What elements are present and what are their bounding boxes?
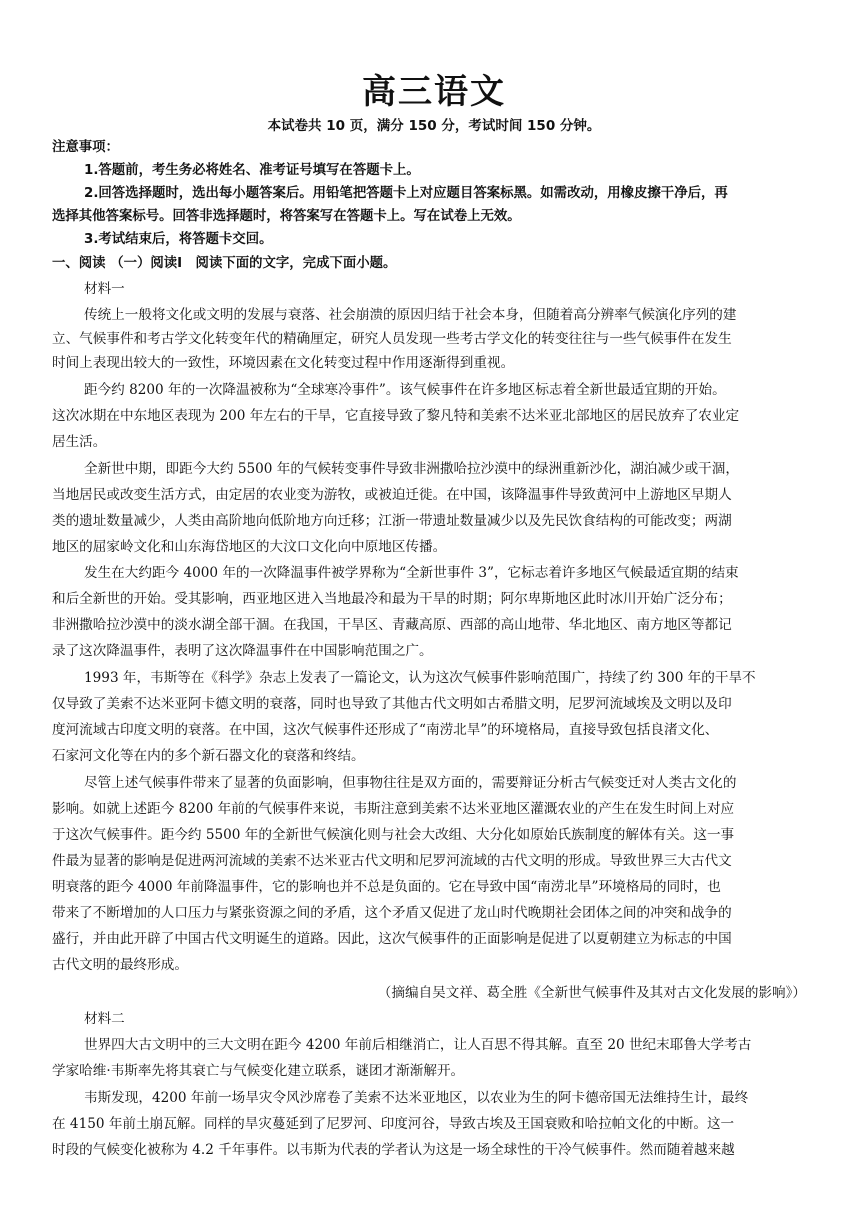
note-item: 3.考试结束后，将答题卡交回。 <box>84 232 273 247</box>
paragraph-line: 当地居民或改变生活方式，由定居的农业变为游牧，或被迫迁徙。在中国，该降温事件导致黄河中上游地区早期人 <box>52 487 732 503</box>
paragraph-line: 非洲撒哈拉沙漠中的淡水湖全部干涸。在我国，干旱区、青藏高原、西部的高山地带、华北地区、南方地区等都记 <box>52 617 732 633</box>
paragraph-line: 明衰落的距今 4000 年前降温事件，它的影响也并不总是负面的。它在导致中国“南涝北旱”环境格局的同时，也 <box>52 879 721 895</box>
paragraph-line: 学家哈维·韦斯率先将其衰亡与气候变化建立联系，谜团才渐渐解开。 <box>52 1063 465 1079</box>
material-label: 材料一 <box>84 281 125 297</box>
paragraph-line: 于这次气候事件。距今约 5500 年的全新世气候演化则与社会大改组、大分化如原始氏族制度的解体有关。这一事 <box>52 827 735 843</box>
paragraph-line: 立、气候事件和考古学文化转变年代的精确厘定，研究人员发现一些考古学文化的转变往往与一些气候事件在发生 <box>52 331 732 347</box>
paragraph-line: 影响。如就上述距今 8200 年前的气候事件来说，韦斯注意到美索不达米亚地区灌溉农业的产生在发生时间上对应 <box>52 801 735 817</box>
paragraph-line: 时段的气候变化被称为 4.2 千年事件。以韦斯为代表的学者认为这是一场全球性的干冷气候事件。然而随着越来越 <box>52 1142 735 1158</box>
paragraph-line: 传统上一般将文化或文明的发展与衰落、社会崩溃的原因归结于社会本身，但随着高分辨率气候演化序列的建 <box>84 307 737 323</box>
paragraph-line: 类的遗址数量减少，人类由高阶地向低阶地方向迁移；江浙一带遗址数量减少以及先民饮食结构的可能改变；两湖 <box>52 513 732 529</box>
note-item: 选择其他答案标号。回答非选择题时，将答案写在答题卡上。写在试卷上无效。 <box>52 209 521 224</box>
paragraph-line: 和后全新世的开始。受其影响，西亚地区进入当地最冷和最为干旱的时期；阿尔卑斯地区此时冰川开始广泛分布； <box>52 591 732 607</box>
paragraph-line: 这次冰期在中东地区表现为 200 年左右的干旱，它直接导致了黎凡特和美索不达米亚北部地区的居民放弃了农业定 <box>52 408 740 424</box>
section-heading: 一、阅读 （一）阅读Ⅰ 阅读下面的文字，完成下面小题。 <box>52 256 397 271</box>
paragraph-line: 距今约 8200 年的一次降温被称为“全球寒冷事件”。该气候事件在许多地区标志着全新世最适宜期的开始。 <box>84 382 726 398</box>
paragraph-line: 发生在大约距今 4000 年的一次降温事件被学界称为“全新世事件 3”，它标志着许多地区气候最适宜期的结束 <box>84 565 739 581</box>
paragraph-line: 古代文明的最终形成。 <box>52 957 188 973</box>
source-citation: （摘编自吴文祥、葛全胜《全新世气候事件及其对古文化发展的影响》） <box>377 985 806 1001</box>
material-label: 材料二 <box>84 1011 125 1027</box>
paragraph-line: 尽管上述气候事件带来了显著的负面影响，但事物往往是双方面的，需要辩证分析古气候变迁对人类古文化的 <box>84 775 737 791</box>
paragraph-line: 盛行，并由此开辟了中国古代文明诞生的道路。因此，这次气候事件的正面影响是促进了以夏朝建立为标志的中国 <box>52 931 732 947</box>
note-item: 1.答题前，考生务必将姓名、准考证号填写在答题卡上。 <box>84 163 420 178</box>
paragraph-line: 1993 年，韦斯等在《科学》杂志上发表了一篇论文，认为这次气候事件影响范围广，持续了约 300 年的干旱不 <box>84 670 756 686</box>
paragraph-line: 在 4150 年前土崩瓦解。同样的旱灾蔓延到了尼罗河、印度河谷，导致古埃及王国衰败和哈拉帕文化的中断。这一 <box>52 1116 735 1132</box>
paragraph-line: 度河流域古印度文明的衰落。在中国，这次气候事件还形成了“南涝北旱”的环境格局，直接导致包括良渚文化、 <box>52 722 719 738</box>
paragraph-line: 仅导致了美索不达米亚阿卡德文明的衰落，同时也导致了其他古代文明如古希腊文明，尼罗河流域埃及文明以及印 <box>52 696 732 712</box>
paragraph-line: 件最为显著的影响是促进两河流域的美索不达米亚古代文明和尼罗河流域的古代文明的形成。导致世界三大古代文 <box>52 853 732 869</box>
paragraph-line: 韦斯发现，4200 年前一场旱灾令风沙席卷了美索不达米亚地区，以农业为生的阿卡德帝国无法维持生计，最终 <box>84 1090 749 1106</box>
paragraph-line: 石家河文化等在内的多个新石器文化的衰落和终结。 <box>52 748 365 764</box>
page-title: 高三语文 <box>362 72 506 112</box>
paragraph-line: 全新世中期，即距今大约 5500 年的气候转变事件导致非洲撒哈拉沙漠中的绿洲重新沙化，湖泊减少或干涸， <box>84 461 739 477</box>
paragraph-line: 居生活。 <box>52 434 107 450</box>
notes-heading: 注意事项： <box>52 140 119 155</box>
note-item: 2.回答选择题时，选出每小题答案后。用铅笔把答题卡上对应题目答案标黑。如需改动，用橡皮擦干净后，再 <box>84 186 728 201</box>
exam-info: 本试卷共 10 页，满分 150 分，考试时间 150 分钟。 <box>267 118 601 134</box>
paragraph-line: 世界四大古文明中的三大文明在距今 4200 年前后相继消亡，让人百思不得其解。直至 20 世纪末耶鲁大学考古 <box>84 1037 752 1053</box>
paragraph-line: 地区的屈家岭文化和山东海岱地区的大汶口文化向中原地区传播。 <box>52 539 447 555</box>
paragraph-line: 时间上表现出较大的一致性，环境因素在文化转变过程中作用逐渐得到重视。 <box>52 355 515 371</box>
paragraph-line: 带来了不断增加的人口压力与紧张资源之间的矛盾，这个矛盾又促进了龙山时代晚期社会团体之间的冲突和战争的 <box>52 905 732 921</box>
paragraph-line: 录了这次降温事件，表明了这次降温事件在中国影响范围之广。 <box>52 643 433 659</box>
